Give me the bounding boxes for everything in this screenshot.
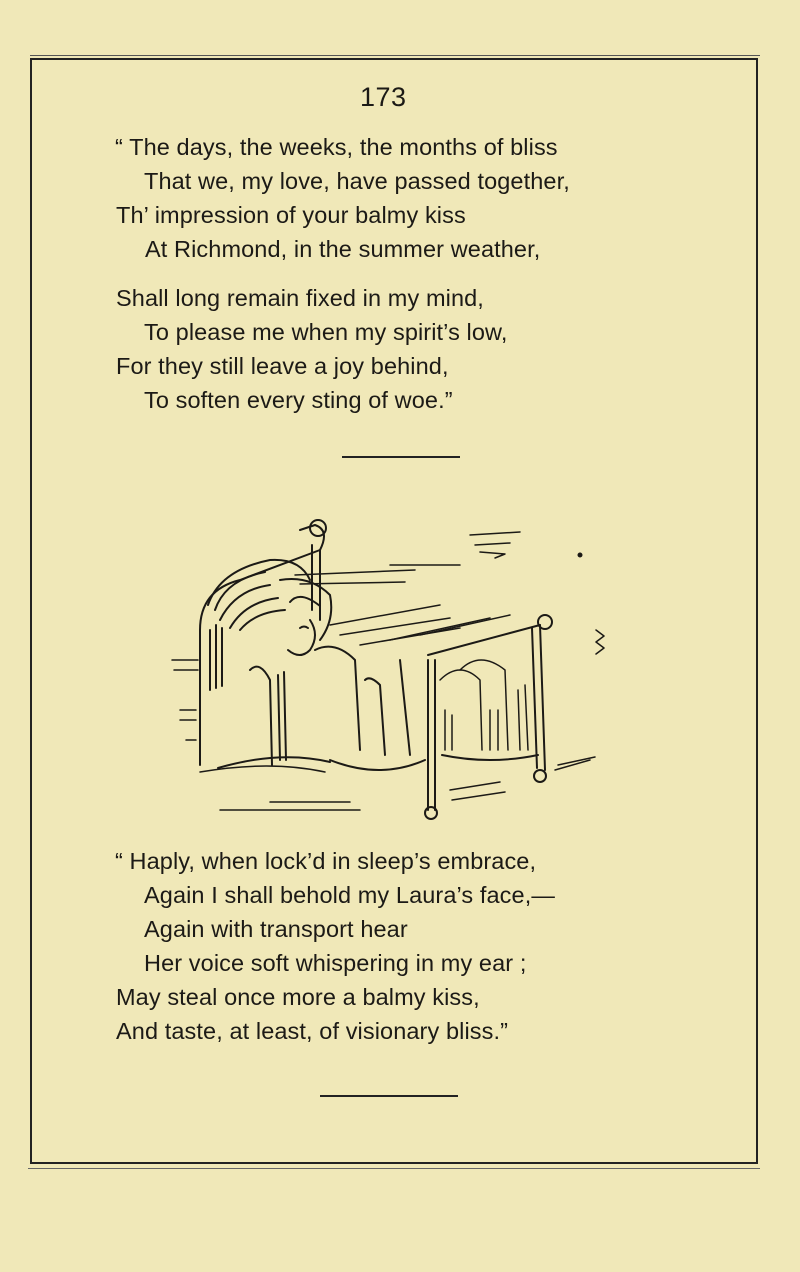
- stanza-3-line-2: Again I shall behold my Laura’s face,—: [144, 882, 555, 908]
- sleeping-figure-illustration: [160, 510, 620, 830]
- stanza-1-line-4: At Richmond, in the summer weather,: [145, 236, 541, 262]
- stanza-2-line-4: To soften every sting of woe.”: [144, 387, 453, 413]
- stanza-1-line-3: Th’ impression of your balmy kiss: [116, 202, 466, 228]
- bottom-border-rule: [28, 1168, 760, 1169]
- top-border-rule: [30, 55, 760, 56]
- page-number: 173: [360, 82, 407, 112]
- stanza-3-line-5: May steal once more a balmy kiss,: [116, 984, 480, 1010]
- section-divider-rule: [342, 456, 460, 458]
- end-divider-rule: [320, 1095, 458, 1097]
- stanza-2-line-2: To please me when my spirit’s low,: [144, 319, 508, 345]
- stanza-3-line-6: And taste, at least, of visionary bliss.”: [116, 1018, 509, 1044]
- stanza-3-line-1: “ Haply, when lock’d in sleep’s embrace,: [115, 848, 537, 874]
- stanza-1-line-1: “ The days, the weeks, the months of bliss: [115, 134, 558, 160]
- stanza-2-line-3: For they still leave a joy behind,: [116, 353, 449, 379]
- stanza-2-line-1: Shall long remain fixed in my mind,: [116, 285, 484, 311]
- stanza-3-line-4: Her voice soft whispering in my ear ;: [144, 950, 527, 976]
- stanza-3-line-3: Again with transport hear: [144, 916, 408, 942]
- stanza-1-line-2: That we, my love, have passed together,: [144, 168, 570, 194]
